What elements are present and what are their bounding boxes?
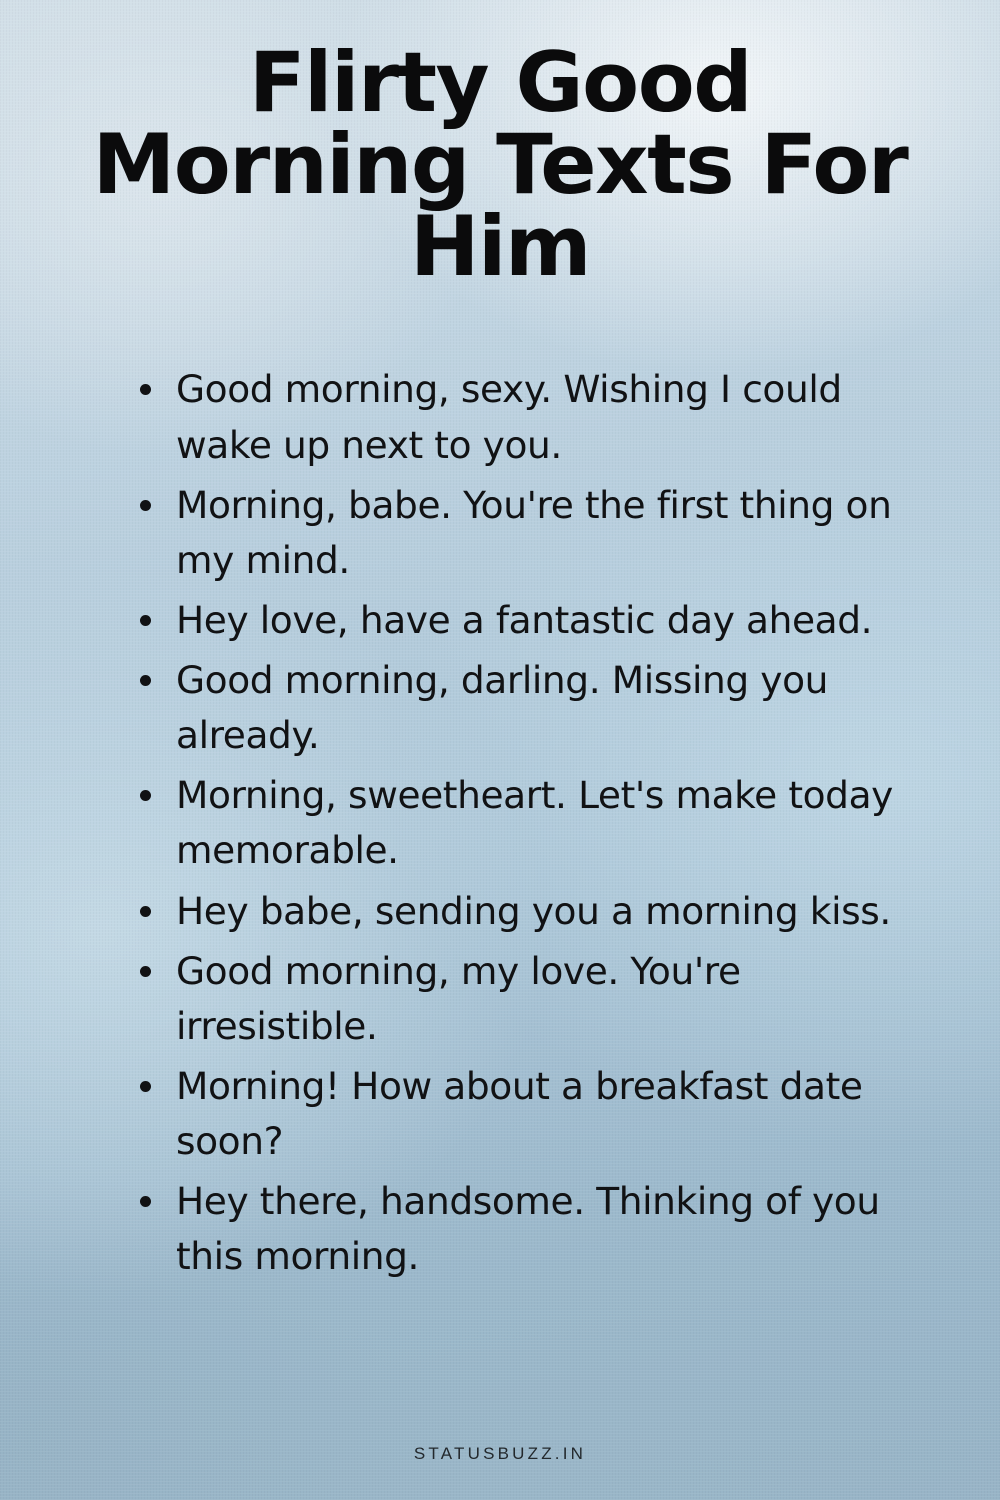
list-item-text: Hey babe, sending you a morning kiss.: [176, 888, 891, 933]
bullet-icon: [140, 1196, 151, 1207]
list-item: [140, 944, 926, 1054]
list-item: [140, 362, 926, 472]
list-item-text: Morning, babe. You're the first thing on my mind.: [176, 482, 892, 582]
bullet-icon: [140, 906, 151, 917]
bullet-icon: [140, 790, 151, 801]
list-item: [140, 478, 926, 588]
tips-list: [44, 362, 956, 1284]
list-item: [140, 1174, 926, 1284]
site-watermark: STATUSBUZZ.IN: [413, 1444, 587, 1463]
list-item: [140, 768, 926, 878]
list-item-text: Morning, sweetheart. Let's make today memorable.: [176, 773, 893, 873]
list-item-text: Hey there, handsome. Thinking of you this morning.: [176, 1179, 880, 1279]
bullet-icon: [140, 500, 151, 511]
bullet-icon: [140, 384, 151, 395]
bullet-icon: [140, 966, 151, 977]
list-item-text: Good morning, sexy. Wishing I could wake up next to you.: [176, 367, 842, 467]
list-item: [140, 884, 926, 939]
list-item: [140, 1059, 926, 1169]
footer: [0, 1444, 1000, 1464]
list-item-text: Good morning, darling. Missing you already.: [176, 658, 829, 758]
bullet-icon: [140, 675, 151, 686]
list-item-text: Good morning, my love. You're irresistible.: [176, 948, 741, 1048]
bullet-icon: [140, 1081, 151, 1092]
page-title: Flirty Good Morning Texts For Him: [92, 34, 908, 296]
list-item-text: Hey love, have a fantastic day ahead.: [176, 597, 873, 642]
list-item: [140, 593, 926, 648]
list-item-text: Morning! How about a breakfast date soon?: [176, 1063, 863, 1164]
bullet-icon: [140, 615, 151, 626]
list-item: [140, 653, 926, 763]
